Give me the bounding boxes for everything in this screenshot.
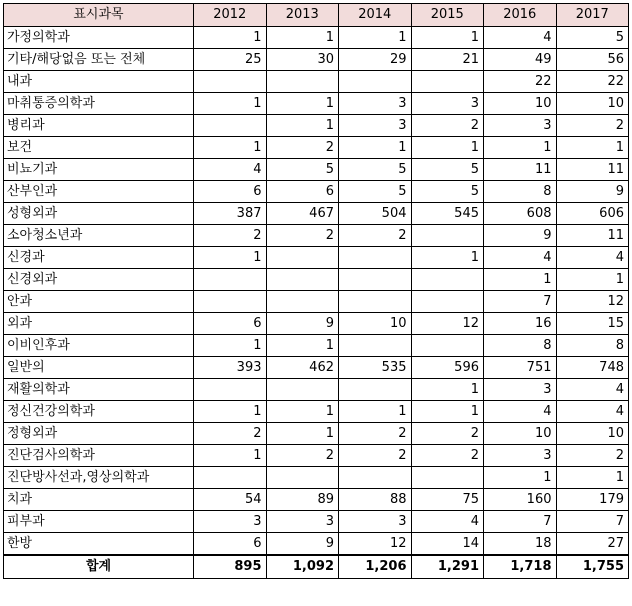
department-label: 정형외과 [4, 423, 194, 445]
value-cell: 11 [484, 159, 557, 181]
value-cell: 2 [339, 225, 412, 247]
table-row [4, 71, 629, 93]
total-cell: 1,206 [339, 555, 412, 579]
value-cell: 2 [194, 225, 267, 247]
value-cell: 1 [266, 401, 339, 423]
value-cell: 3 [484, 379, 557, 401]
table-row [4, 467, 629, 489]
table-row [4, 225, 629, 247]
header-year-2016: 2016 [484, 4, 557, 27]
value-cell [339, 247, 412, 269]
department-label: 비뇨기과 [4, 159, 194, 181]
value-cell [266, 379, 339, 401]
table-row [4, 489, 629, 511]
department-statistics-table [3, 3, 629, 579]
department-label: 산부인과 [4, 181, 194, 203]
value-cell: 9 [484, 225, 557, 247]
value-cell: 56 [556, 49, 629, 71]
value-cell [411, 467, 484, 489]
value-cell: 3 [339, 115, 412, 137]
value-cell: 1 [411, 247, 484, 269]
value-cell: 608 [484, 203, 557, 225]
value-cell: 6 [194, 533, 267, 556]
value-cell: 5 [411, 159, 484, 181]
value-cell [266, 291, 339, 313]
table-row [4, 269, 629, 291]
value-cell: 49 [484, 49, 557, 71]
value-cell: 25 [194, 49, 267, 71]
value-cell: 2 [339, 423, 412, 445]
value-cell: 1 [194, 93, 267, 115]
table-row [4, 159, 629, 181]
value-cell: 545 [411, 203, 484, 225]
value-cell: 10 [484, 423, 557, 445]
value-cell: 3 [194, 511, 267, 533]
value-cell: 3 [411, 93, 484, 115]
table-row [4, 137, 629, 159]
value-cell [339, 467, 412, 489]
table-row [4, 93, 629, 115]
value-cell: 4 [194, 159, 267, 181]
value-cell: 7 [556, 511, 629, 533]
value-cell: 3 [339, 93, 412, 115]
value-cell: 4 [484, 27, 557, 49]
header-row [4, 4, 629, 27]
header-year-2017: 2017 [556, 4, 629, 27]
value-cell: 1 [556, 137, 629, 159]
value-cell [266, 71, 339, 93]
value-cell: 11 [556, 159, 629, 181]
value-cell: 5 [339, 181, 412, 203]
value-cell [411, 335, 484, 357]
department-label: 보건 [4, 137, 194, 159]
value-cell: 9 [266, 313, 339, 335]
value-cell: 1 [266, 27, 339, 49]
value-cell: 387 [194, 203, 267, 225]
total-row [4, 555, 629, 579]
value-cell: 1 [266, 423, 339, 445]
value-cell: 1 [484, 137, 557, 159]
department-label: 소아청소년과 [4, 225, 194, 247]
value-cell: 1 [194, 335, 267, 357]
total-cell: 1,092 [266, 555, 339, 579]
value-cell: 748 [556, 357, 629, 379]
value-cell: 1 [194, 27, 267, 49]
department-label: 외과 [4, 313, 194, 335]
value-cell: 1 [194, 137, 267, 159]
value-cell: 1 [194, 401, 267, 423]
value-cell: 179 [556, 489, 629, 511]
value-cell: 88 [339, 489, 412, 511]
value-cell: 3 [484, 445, 557, 467]
department-label: 재활의학과 [4, 379, 194, 401]
table-row [4, 247, 629, 269]
value-cell: 6 [266, 181, 339, 203]
value-cell [266, 247, 339, 269]
value-cell: 1 [484, 467, 557, 489]
value-cell: 12 [411, 313, 484, 335]
total-cell: 895 [194, 555, 267, 579]
value-cell: 5 [266, 159, 339, 181]
table-row [4, 313, 629, 335]
value-cell [411, 291, 484, 313]
value-cell: 2 [411, 115, 484, 137]
value-cell: 2 [266, 225, 339, 247]
table-row [4, 291, 629, 313]
value-cell: 75 [411, 489, 484, 511]
value-cell: 7 [484, 291, 557, 313]
value-cell: 1 [339, 137, 412, 159]
table-body [4, 27, 629, 556]
table-row [4, 357, 629, 379]
value-cell: 10 [484, 93, 557, 115]
value-cell: 29 [339, 49, 412, 71]
value-cell: 6 [194, 313, 267, 335]
table-row [4, 379, 629, 401]
value-cell: 393 [194, 357, 267, 379]
value-cell: 4 [484, 247, 557, 269]
value-cell: 2 [556, 445, 629, 467]
value-cell [411, 225, 484, 247]
value-cell: 8 [484, 335, 557, 357]
value-cell: 9 [556, 181, 629, 203]
value-cell [266, 467, 339, 489]
department-label: 피부과 [4, 511, 194, 533]
value-cell: 8 [484, 181, 557, 203]
value-cell: 10 [556, 93, 629, 115]
header-year-2015: 2015 [411, 4, 484, 27]
value-cell: 22 [484, 71, 557, 93]
value-cell [194, 71, 267, 93]
department-label: 병리과 [4, 115, 194, 137]
value-cell: 606 [556, 203, 629, 225]
value-cell: 1 [411, 137, 484, 159]
table-row [4, 423, 629, 445]
value-cell: 54 [194, 489, 267, 511]
value-cell: 3 [339, 511, 412, 533]
department-label: 한방 [4, 533, 194, 556]
value-cell: 535 [339, 357, 412, 379]
value-cell: 2 [266, 137, 339, 159]
department-label: 신경과 [4, 247, 194, 269]
value-cell [339, 71, 412, 93]
value-cell: 3 [484, 115, 557, 137]
value-cell: 1 [411, 401, 484, 423]
department-label: 내과 [4, 71, 194, 93]
value-cell: 27 [556, 533, 629, 556]
value-cell: 1 [266, 93, 339, 115]
value-cell [339, 335, 412, 357]
value-cell: 21 [411, 49, 484, 71]
value-cell [266, 269, 339, 291]
value-cell: 1 [194, 247, 267, 269]
value-cell: 4 [411, 511, 484, 533]
value-cell: 2 [411, 445, 484, 467]
table-row [4, 445, 629, 467]
value-cell: 5 [339, 159, 412, 181]
value-cell: 89 [266, 489, 339, 511]
value-cell: 8 [556, 335, 629, 357]
department-label: 기타/해당없음 또는 전체 [4, 49, 194, 71]
value-cell: 1 [556, 467, 629, 489]
table-row [4, 115, 629, 137]
value-cell: 596 [411, 357, 484, 379]
department-label: 이비인후과 [4, 335, 194, 357]
value-cell: 1 [339, 27, 412, 49]
value-cell: 504 [339, 203, 412, 225]
value-cell: 1 [556, 269, 629, 291]
value-cell: 462 [266, 357, 339, 379]
total-cell: 1,291 [411, 555, 484, 579]
value-cell: 467 [266, 203, 339, 225]
value-cell [339, 291, 412, 313]
table-row [4, 49, 629, 71]
table-row [4, 511, 629, 533]
value-cell: 3 [266, 511, 339, 533]
value-cell: 1 [484, 269, 557, 291]
table-row [4, 401, 629, 423]
value-cell: 4 [556, 247, 629, 269]
table-row [4, 181, 629, 203]
value-cell: 5 [556, 27, 629, 49]
total-cell: 1,718 [484, 555, 557, 579]
value-cell [411, 71, 484, 93]
value-cell: 2 [194, 423, 267, 445]
department-label: 마취통증의학과 [4, 93, 194, 115]
value-cell: 18 [484, 533, 557, 556]
department-label: 안과 [4, 291, 194, 313]
table-row [4, 203, 629, 225]
value-cell: 2 [556, 115, 629, 137]
total-cell: 1,755 [556, 555, 629, 579]
value-cell: 10 [556, 423, 629, 445]
value-cell: 11 [556, 225, 629, 247]
department-label: 정신건강의학과 [4, 401, 194, 423]
value-cell: 2 [411, 423, 484, 445]
department-label: 진단검사의학과 [4, 445, 194, 467]
department-label: 치과 [4, 489, 194, 511]
value-cell: 1 [411, 379, 484, 401]
value-cell: 16 [484, 313, 557, 335]
value-cell: 1 [194, 445, 267, 467]
value-cell [194, 379, 267, 401]
value-cell [194, 115, 267, 137]
department-label: 가정의학과 [4, 27, 194, 49]
value-cell [339, 379, 412, 401]
department-label: 진단방사선과,영상의학과 [4, 467, 194, 489]
header-year-2014: 2014 [339, 4, 412, 27]
value-cell: 1 [411, 27, 484, 49]
value-cell: 14 [411, 533, 484, 556]
value-cell: 160 [484, 489, 557, 511]
value-cell: 15 [556, 313, 629, 335]
value-cell: 30 [266, 49, 339, 71]
value-cell: 4 [556, 379, 629, 401]
value-cell: 7 [484, 511, 557, 533]
header-year-2012: 2012 [194, 4, 267, 27]
value-cell [339, 269, 412, 291]
value-cell: 1 [266, 115, 339, 137]
value-cell: 4 [484, 401, 557, 423]
value-cell: 4 [556, 401, 629, 423]
value-cell: 751 [484, 357, 557, 379]
total-label: 합계 [4, 555, 194, 579]
value-cell: 1 [339, 401, 412, 423]
table-row [4, 27, 629, 49]
table-row [4, 533, 629, 556]
department-label: 성형외과 [4, 203, 194, 225]
value-cell [194, 269, 267, 291]
value-cell: 12 [339, 533, 412, 556]
value-cell [411, 269, 484, 291]
value-cell: 1 [266, 335, 339, 357]
value-cell: 2 [339, 445, 412, 467]
value-cell [194, 291, 267, 313]
value-cell: 2 [266, 445, 339, 467]
value-cell: 12 [556, 291, 629, 313]
value-cell: 9 [266, 533, 339, 556]
department-label: 일반의 [4, 357, 194, 379]
value-cell: 10 [339, 313, 412, 335]
value-cell: 6 [194, 181, 267, 203]
value-cell [194, 467, 267, 489]
header-department: 표시과목 [4, 4, 194, 27]
table-row [4, 335, 629, 357]
value-cell: 22 [556, 71, 629, 93]
department-label: 신경외과 [4, 269, 194, 291]
header-year-2013: 2013 [266, 4, 339, 27]
value-cell: 5 [411, 181, 484, 203]
